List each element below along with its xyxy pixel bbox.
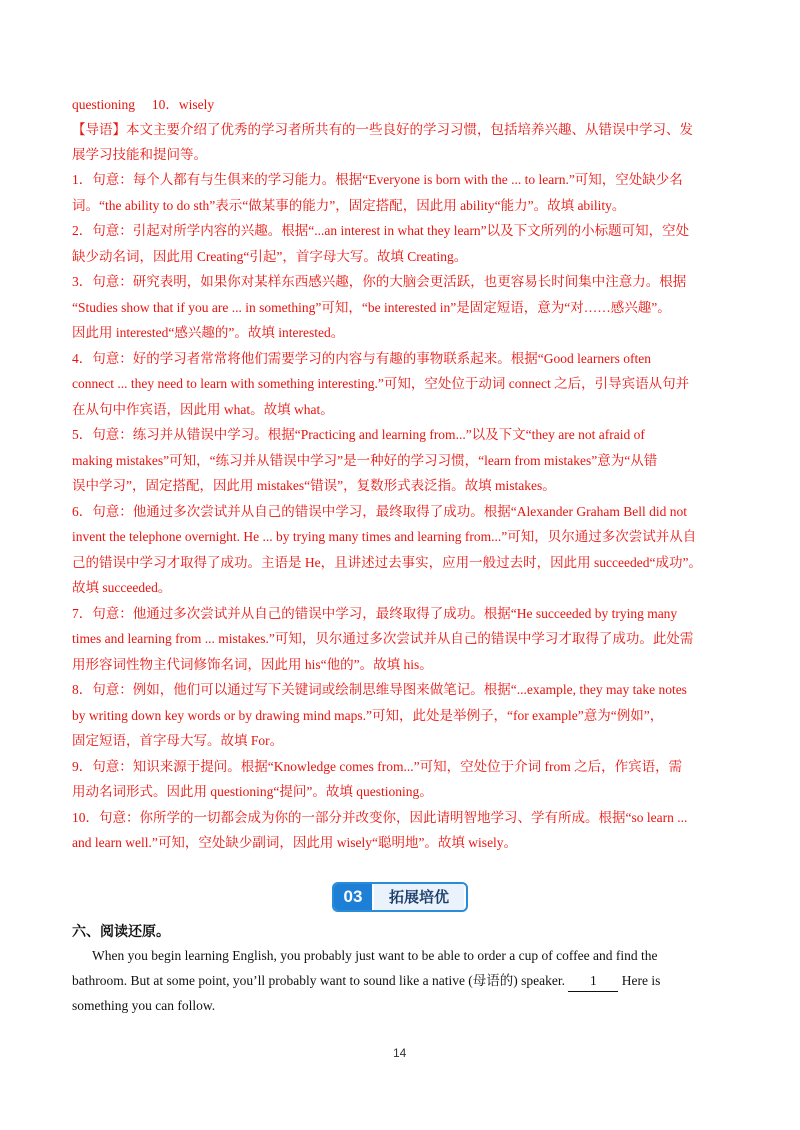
explanation-line: 10．句意：你所学的一切都会成为你的一部分并改变你，因此请明智地学习、学有所成。根据“so learn ... bbox=[72, 810, 688, 825]
explanation-line: 用形容词性物主代词修饰名词，因此用 his“他的”。故填 his。 bbox=[72, 657, 433, 672]
guide-line: 展学习技能和提问等。 bbox=[72, 147, 207, 162]
explanation-line: 缺少动名词，因此用 Creating“引起”，首字母大写。故填 Creating。 bbox=[72, 249, 468, 264]
answers-header: questioning 10．wisely bbox=[72, 97, 215, 112]
explanation-line: 1．句意：每个人都有与生俱来的学习能力。根据“Everyone is born with the ... to learn.”可知，空处缺少名 bbox=[72, 172, 683, 187]
section-badge bbox=[332, 882, 468, 912]
passage-line-1: When you begin learning English, you probably just want to be able to order a cup of coffee and find the bbox=[92, 948, 658, 963]
blank-1[interactable]: 1 bbox=[568, 971, 618, 992]
explanation-line: 8．句意：例如，他们可以通过写下关键词或绘制思维导图来做笔记。根据“...example, they may take notes bbox=[72, 682, 687, 697]
explanation-line: 词。“the ability to do sth”表示“做某事的能力”，固定搭配，因此用 ability“能力”。故填 ability。 bbox=[72, 198, 626, 213]
explanation-line: 在从句中作宾语，因此用 what。故填 what。 bbox=[72, 402, 334, 417]
explanation-line: and learn well.”可知，空处缺少副词，因此用 wisely“聪明地”。故填 wisely。 bbox=[72, 835, 518, 850]
explanation-line: invent the telephone overnight. He ... by trying many times and learning from...”可知，贝尔通过多次尝试并从自 bbox=[72, 529, 697, 544]
explanation-line: by writing down key words or by drawing mind maps.”可知，此处是举例子，“for example”意为“例如”， bbox=[72, 708, 664, 723]
explanation-line: 7．句意：他通过多次尝试并从自己的错误中学习，最终取得了成功。根据“He succeeded by trying many bbox=[72, 606, 678, 621]
explanation-line: 9．句意：知识来源于提问。根据“Knowledge comes from...”可知，空处位于介词 from 之后，作宾语，需 bbox=[72, 759, 683, 774]
section-label: 拓展培优 bbox=[374, 884, 464, 910]
explanation-line: 4．句意：好的学习者常常将他们需要学习的内容与有趣的事物联系起来。根据“Good learners often bbox=[72, 351, 651, 366]
explanation-line: 误中学习”，固定搭配，因此用 mistakes“错误”，复数形式表泛指。故填 mistakes。 bbox=[72, 478, 556, 493]
explanation-line: 因此用 interested“感兴趣的”。故填 interested。 bbox=[72, 325, 345, 340]
explanation-line: connect ... they need to learn with something interesting.”可知，空处位于动词 connect 之后，引导宾语从句并 bbox=[72, 376, 690, 391]
section-number: 03 bbox=[334, 884, 372, 910]
explanation-line: 5．句意：练习并从错误中学习。根据“Practicing and learning from...”以及下文“they are not afraid of bbox=[72, 427, 645, 442]
explanation-line: 6．句意：他通过多次尝试并从自己的错误中学习，最终取得了成功。根据“Alexander Graham Bell did not bbox=[72, 504, 687, 519]
guide-line: 【导语】本文主要介绍了优秀的学习者所共有的一些良好的学习习惯，包括培养兴趣、从错误中学习、发 bbox=[72, 122, 693, 137]
explanation-line: making mistakes”可知，“练习并从错误中学习”是一种好的学习习惯，“learn from mistakes”意为“从错 bbox=[72, 453, 658, 468]
passage-line-3: something you can follow. bbox=[72, 998, 216, 1013]
explanation-line: 3．句意：研究表明，如果你对某样东西感兴趣，你的大脑会更活跃，也更容易长时间集中注意力。根据 bbox=[72, 274, 687, 289]
explanation-line: times and learning from ... mistakes.”可知，贝尔通过多次尝试并从自己的错误中学习才取得了成功。此处需 bbox=[72, 631, 694, 646]
explanation-line: 故填 succeeded。 bbox=[72, 580, 172, 595]
explanation-line: 己的错误中学习才取得了成功。主语是 He，且讲述过去事实，应用一般过去时，因此用 succeeded“成功”。 bbox=[72, 555, 702, 570]
section-heading: 六、阅读还原。 bbox=[72, 924, 170, 940]
passage-line-2-after: Here is bbox=[618, 973, 661, 988]
passage-line-2 bbox=[72, 971, 728, 992]
page-number: 14 bbox=[393, 1046, 407, 1060]
explanation-line: 固定短语，首字母大写。故填 For。 bbox=[72, 733, 284, 748]
explanation-line: “Studies show that if you are ... in something”可知，“be interested in”是固定短语，意为“对……感兴趣”。 bbox=[72, 300, 671, 315]
explanation-line: 2．句意：引起对所学内容的兴趣。根据“...an interest in what they learn”以及下文所列的小标题可知，空处 bbox=[72, 223, 690, 238]
passage-line-2-text: bathroom. But at some point, you’ll probably want to sound like a native (母语的) speaker. bbox=[72, 973, 569, 988]
explanation-line: 用动名词形式。因此用 questioning“提问”。故填 questioning。 bbox=[72, 784, 433, 799]
